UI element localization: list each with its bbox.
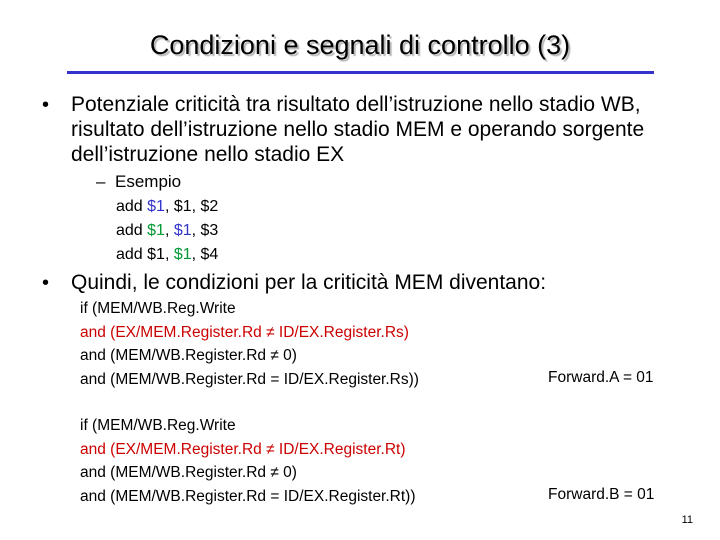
sub-bullet-dash: –: [96, 172, 106, 191]
code-register: $1: [147, 198, 165, 215]
forward-b-result: Forward.B = 01: [548, 486, 655, 503]
condition-line: and (MEM/WB.Register.Rd = ID/EX.Register.Rt)): [80, 487, 416, 505]
code-line-1: [116, 195, 218, 219]
bullet-2-text: Quindi, le condizioni per la criticità MEM diventano:: [71, 271, 547, 294]
title-underline: [67, 71, 654, 74]
slide-title: Condizioni e segnali di controllo (3): [149, 30, 571, 60]
page-number: 11: [681, 514, 693, 526]
code-register: $1: [173, 246, 192, 263]
condition-line: and (MEM/WB.Register.Rd ≠ 0): [80, 464, 297, 481]
code-register: $2: [200, 198, 219, 215]
sub-bullet-esempio: Esempio: [115, 172, 182, 191]
condition-line: and (EX/MEM.Register.Rd ≠ ID/EX.Register.Rt): [80, 440, 406, 458]
code-sep: ,: [164, 198, 174, 215]
code-register: $1: [147, 222, 165, 239]
code-op: add: [116, 246, 148, 263]
code-sep: ,: [191, 198, 201, 215]
condition-line: if (MEM/WB.Reg.Write: [80, 417, 236, 434]
code-register: $1: [147, 246, 165, 263]
bullet-1-marker: •: [42, 94, 50, 116]
condition-line: and (EX/MEM.Register.Rd ≠ ID/EX.Register.Rs): [80, 323, 409, 341]
code-sep: ,: [164, 222, 174, 239]
forward-a-result: Forward.A = 01: [548, 369, 654, 386]
condition-line: and (MEM/WB.Register.Rd ≠ 0): [80, 347, 297, 364]
condition-block-a: [80, 297, 419, 391]
condition-block-b: [80, 414, 416, 508]
example-code: [116, 195, 218, 267]
code-register: $1: [173, 198, 192, 215]
code-register: $4: [200, 246, 219, 263]
bullet-2-marker: •: [42, 272, 50, 294]
condition-line: if (MEM/WB.Reg.Write: [80, 300, 236, 317]
code-register: $3: [200, 222, 219, 239]
condition-line: and (MEM/WB.Register.Rd = ID/EX.Register.Rs)): [80, 370, 419, 388]
code-sep: ,: [191, 222, 201, 239]
bullet-1-text: Potenziale criticità tra risultato dell’istruzione nello stadio WB, risultato dell’istruzione nello stadio MEM e operando sorgente dell’istruzione nello stadio EX: [71, 93, 645, 166]
code-line-2: [116, 219, 218, 243]
code-register: $1: [173, 222, 192, 239]
code-sep: ,: [191, 246, 201, 263]
code-op: add: [116, 222, 148, 239]
code-line-3: [116, 243, 218, 267]
code-sep: ,: [164, 246, 174, 263]
code-op: add: [116, 198, 148, 215]
